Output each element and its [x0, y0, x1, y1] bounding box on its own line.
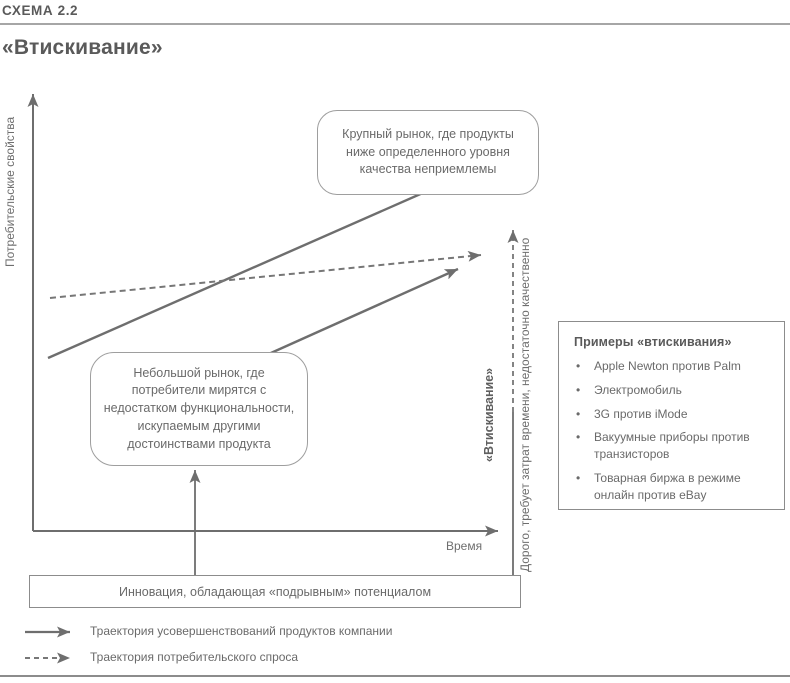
schema-label: СХЕМА 2.2	[2, 3, 79, 18]
innovation-box	[29, 575, 521, 608]
page-title: «Втискивание»	[2, 36, 163, 59]
innovation-box-text: Инновация, обладающая «подрывным» потенциалом	[118, 584, 432, 599]
bullet-icon: •	[576, 382, 581, 397]
y-axis-label: Потребительские свойства	[3, 116, 17, 267]
small-market-callout-text: Небольшой рынок, где потребители мирятся с недостатком функциональности, искупаемым другими достоинствами продукта	[103, 365, 295, 451]
cramming-label: «Втискивание»	[482, 367, 496, 462]
example-item-text: Товарная биржа в режиме онлайн против eBay	[594, 470, 741, 502]
legend-solid-label: Траектория усовершенствований продуктов компании	[90, 624, 393, 638]
example-item	[574, 406, 774, 423]
example-item-text: Вакуумные приборы против транзисторов	[594, 430, 750, 462]
examples-panel	[558, 321, 785, 510]
small-market-callout	[90, 352, 308, 466]
example-item	[574, 382, 774, 399]
example-item-text: Электромобиль	[594, 382, 682, 397]
x-axis-label: Время	[446, 539, 483, 553]
example-item-text: 3G против iMode	[594, 406, 688, 421]
legend-dashed-label: Траектория потребительского спроса	[90, 650, 299, 664]
example-item	[574, 358, 774, 375]
examples-title: Примеры «втискивания»	[574, 335, 732, 349]
example-item-text: Apple Newton против Palm	[594, 359, 741, 373]
product-trajectory-upper-line	[48, 192, 425, 358]
large-market-callout-text: Крупный рынок, где продукты ниже определенного уровня качества неприемлемы	[342, 126, 514, 177]
example-item	[574, 429, 774, 463]
bullet-icon: •	[576, 470, 581, 485]
cramming-axis-note: Дорого, требует затрат времени, недостаточно качественно	[518, 237, 532, 572]
large-market-callout	[317, 110, 539, 195]
example-item	[574, 470, 774, 504]
bullet-icon: •	[576, 430, 581, 445]
product-trajectory-lower-line	[262, 269, 458, 357]
bullet-icon: •	[576, 359, 581, 373]
bullet-icon: •	[576, 406, 581, 421]
